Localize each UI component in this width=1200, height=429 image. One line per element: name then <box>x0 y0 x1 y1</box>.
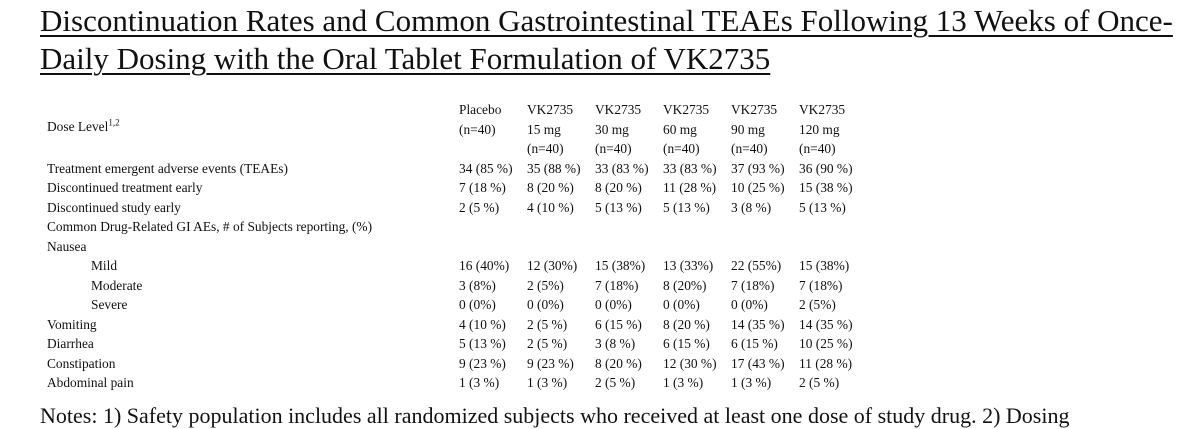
column-header-60mg <box>663 100 731 159</box>
table-cell: 36 (90 %) <box>799 160 853 176</box>
column-header-line: 120 mg <box>799 121 840 137</box>
table-cell: 10 (25 %) <box>799 336 853 351</box>
table-cell <box>459 217 527 237</box>
table-cell: 1 (3 %) <box>731 375 772 390</box>
table-cell: 2 (5 %) <box>799 375 840 390</box>
column-header-120mg <box>799 100 879 159</box>
column-header-line: 90 mg <box>731 121 765 137</box>
table-cell: 33 (83 %) <box>595 160 649 176</box>
column-header-line: 15 mg <box>527 121 561 137</box>
title-line-2: Daily Dosing with the Oral Tablet Formulation of VK2735 <box>40 41 771 76</box>
column-header-line: Placebo <box>459 102 502 117</box>
table-cell: 2 (5%) <box>527 277 564 293</box>
table-cell: 8 (20 %) <box>527 180 574 195</box>
row-label: Common Drug-Related GI AEs, # of Subjects reporting, (%) <box>47 219 373 234</box>
table-cell: 7 (18%) <box>731 277 775 293</box>
row-label: Constipation <box>47 355 116 371</box>
table-cell: 11 (28 %) <box>663 180 717 195</box>
table-cell: 34 (85 %) <box>459 160 513 176</box>
table-row <box>47 198 879 218</box>
document-title <box>40 2 1180 78</box>
table-cell: 0 (0%) <box>595 297 632 312</box>
table-cell <box>799 237 879 257</box>
row-label: Treatment emergent adverse events (TEAEs) <box>47 160 288 176</box>
table-row <box>47 217 879 237</box>
column-header-line: VK2735 <box>663 102 710 117</box>
table-cell: 15 (38 %) <box>799 180 853 195</box>
row-label: Moderate <box>91 277 143 293</box>
title-line-1: Discontinuation Rates and Common Gastrointestinal TEAEs Following 13 Weeks of Once- <box>40 3 1173 38</box>
column-header-15mg <box>527 100 595 159</box>
row-label: Vomiting <box>47 316 97 332</box>
column-header-line: VK2735 <box>799 102 846 117</box>
table-cell: 6 (15 %) <box>595 316 642 332</box>
table-cell <box>595 217 663 237</box>
table-cell: 2 (5%) <box>799 297 836 312</box>
header-row <box>47 100 879 159</box>
table-cell: 0 (0%) <box>663 297 700 312</box>
table-cell <box>663 237 731 257</box>
table-cell: 15 (38%) <box>595 258 646 273</box>
row-label: Diarrhea <box>47 336 94 351</box>
table-cell: 17 (43 %) <box>731 355 785 371</box>
row-label: Mild <box>91 258 118 273</box>
table-cell: 1 (3 %) <box>663 375 704 390</box>
column-header-line: 60 mg <box>663 121 697 137</box>
column-header-line: (n=40) <box>527 141 564 156</box>
table-cell <box>663 217 731 237</box>
table-cell: 37 (93 %) <box>731 160 785 176</box>
table-cell: 7 (18%) <box>595 277 639 293</box>
table-cell: 4 (10 %) <box>459 316 506 332</box>
table-cell: 3 (8 %) <box>595 336 636 351</box>
table-cell: 5 (13 %) <box>799 199 846 215</box>
table-cell: 8 (20 %) <box>663 316 710 332</box>
table-cell <box>595 237 663 257</box>
table-cell: 8 (20 %) <box>595 180 642 195</box>
table-cell: 8 (20 %) <box>595 355 642 371</box>
table-cell: 5 (13 %) <box>459 336 506 351</box>
table-cell <box>527 217 595 237</box>
table-row <box>47 237 879 257</box>
table-cell <box>731 217 799 237</box>
table-cell: 13 (33%) <box>663 258 714 273</box>
column-header-line: 30 mg <box>595 121 629 137</box>
table-cell: 6 (15 %) <box>663 336 710 351</box>
table-cell <box>731 237 799 257</box>
table-cell: 5 (13 %) <box>595 199 642 215</box>
table-cell: 12 (30%) <box>527 258 578 273</box>
table-row <box>47 178 879 198</box>
row-label: Nausea <box>47 238 87 254</box>
table-cell <box>527 237 595 257</box>
column-header-line: (n=40) <box>799 141 836 156</box>
table-cell: 3 (8 %) <box>731 199 772 215</box>
table-row <box>47 159 879 179</box>
column-header-placebo <box>459 100 527 159</box>
column-header-line: (n=40) <box>731 141 768 156</box>
table-body <box>47 100 879 393</box>
column-header-line: VK2735 <box>731 102 778 117</box>
table-cell: 7 (18 %) <box>459 180 506 195</box>
column-header-30mg <box>595 100 663 159</box>
table-cell <box>799 217 879 237</box>
table-cell: 15 (38%) <box>799 258 850 273</box>
table-cell: 12 (30 %) <box>663 355 717 371</box>
table-cell: 7 (18%) <box>799 277 843 293</box>
column-header-line: (n=40) <box>595 141 632 156</box>
row-label: Discontinued study early <box>47 199 181 215</box>
table-cell: 16 (40%) <box>459 258 510 273</box>
table-cell: 22 (55%) <box>731 258 782 273</box>
table-row <box>47 315 879 335</box>
table-cell: 2 (5 %) <box>459 199 500 215</box>
adverse-events-table <box>47 100 879 393</box>
row-label: Discontinued treatment early <box>47 180 203 195</box>
table-cell <box>459 237 527 257</box>
table-cell: 6 (15 %) <box>731 336 778 351</box>
table-cell: 11 (28 %) <box>799 355 853 371</box>
dose-level-footnote-marker: 1,2 <box>108 117 120 128</box>
table-row <box>47 334 879 354</box>
table-row <box>47 276 879 296</box>
table-row <box>47 354 879 374</box>
table-cell: 1 (3 %) <box>459 375 500 390</box>
table-cell: 2 (5 %) <box>595 375 636 390</box>
table-cell: 1 (3 %) <box>527 375 568 390</box>
row-label: Abdominal pain <box>47 375 134 390</box>
column-header-line: VK2735 <box>527 102 574 117</box>
footnote-text: Notes: 1) Safety population includes all randomized subjects who received at least one dose of study drug. 2) Dosing <box>40 403 1070 428</box>
table-cell: 9 (23 %) <box>527 355 574 371</box>
table-cell: 14 (35 %) <box>731 316 785 332</box>
table-cell: 10 (25 %) <box>731 180 785 195</box>
column-header-90mg <box>731 100 799 159</box>
table-row <box>47 295 879 315</box>
table-row <box>47 256 879 276</box>
table-cell: 0 (0%) <box>459 297 496 312</box>
table-cell: 33 (83 %) <box>663 160 717 176</box>
table-cell: 4 (10 %) <box>527 199 574 215</box>
row-label: Severe <box>91 297 128 312</box>
table-cell: 5 (13 %) <box>663 199 710 215</box>
table-cell: 14 (35 %) <box>799 316 853 332</box>
table-cell: 35 (88 %) <box>527 160 581 176</box>
column-header-line: VK2735 <box>595 102 642 117</box>
table-cell: 0 (0%) <box>731 297 768 312</box>
table-cell: 2 (5 %) <box>527 336 568 351</box>
table-cell: 9 (23 %) <box>459 355 506 371</box>
table-cell: 8 (20%) <box>663 277 707 293</box>
dose-level-header <box>47 100 459 159</box>
table-cell: 0 (0%) <box>527 297 564 312</box>
table-row <box>47 373 879 393</box>
column-header-line: (n=40) <box>663 141 700 156</box>
table-cell: 2 (5 %) <box>527 316 568 332</box>
table-cell: 3 (8%) <box>459 277 496 293</box>
column-header-line: (n=40) <box>459 121 496 137</box>
dose-level-label: Dose Level <box>47 119 109 134</box>
